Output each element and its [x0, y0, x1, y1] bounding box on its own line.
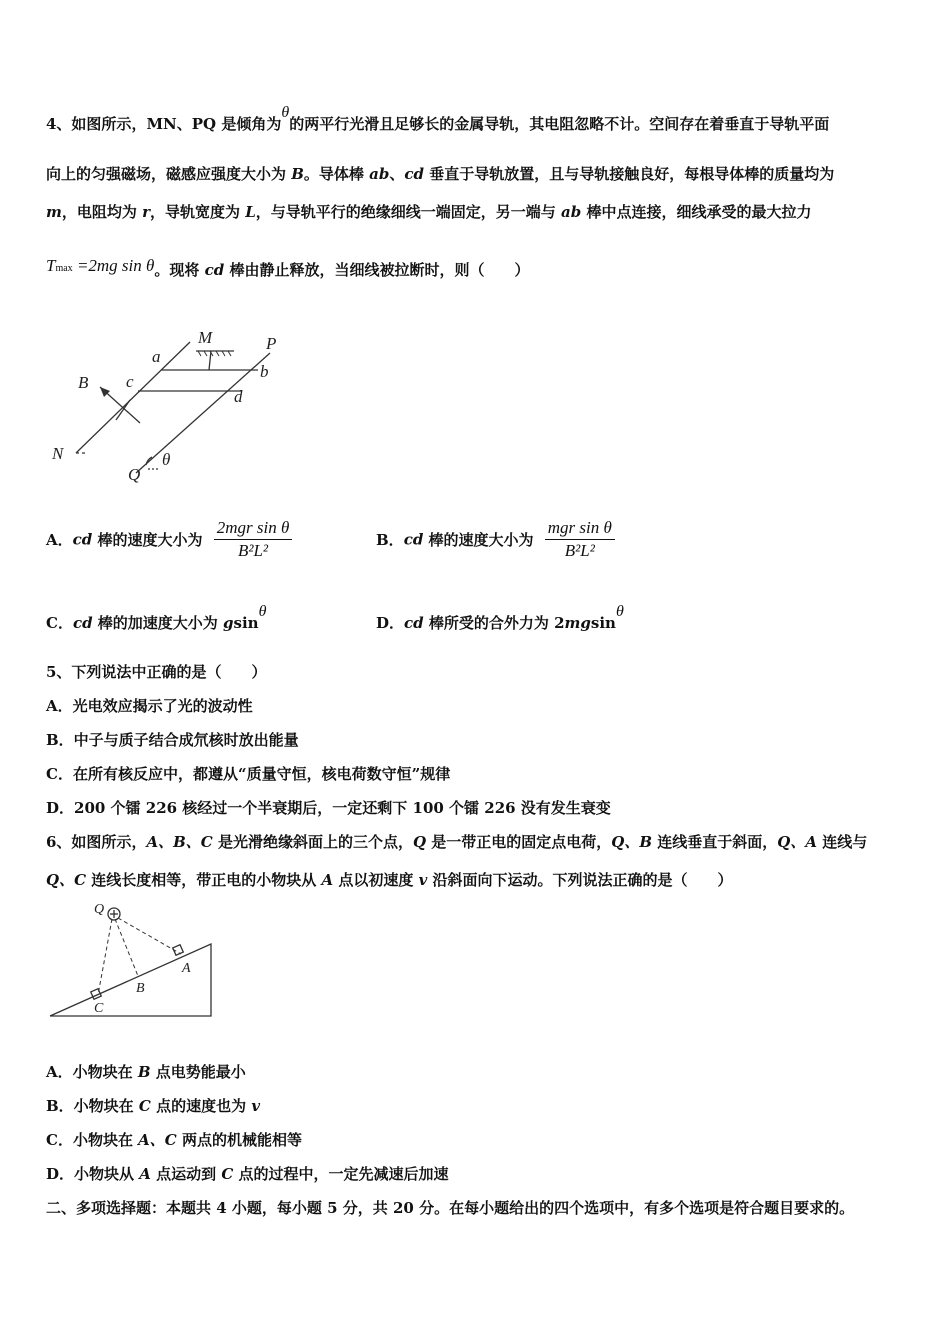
var-ab: ab: [561, 203, 582, 221]
option-text: 两点的机械能相等: [176, 1131, 302, 1149]
right-angle-a: [173, 945, 184, 956]
label-c: c: [126, 372, 134, 391]
q6-text: 连线与: [816, 833, 868, 851]
q4-option-a: [46, 518, 292, 561]
fraction-num: 2mgr sin θ: [214, 518, 293, 540]
q4-text: 。现将: [154, 261, 205, 279]
theta-symbol: θ: [615, 603, 624, 620]
option-text: 点电势能最小: [150, 1063, 246, 1081]
q4-option-b: [376, 518, 615, 561]
option-text: 棒的加速度大小为: [92, 614, 224, 632]
option-text: 棒的速度大小为: [92, 531, 203, 549]
label-a: a: [152, 347, 161, 366]
option-text: 点运动到: [150, 1165, 222, 1183]
var-cd: cd: [204, 261, 225, 279]
var-q: Q: [412, 833, 427, 851]
theta-symbol: θ: [258, 603, 267, 620]
rail-pq: [136, 353, 270, 473]
q6-text: 是一带正电的固定点电荷，: [426, 833, 612, 851]
q5-stem: 5、下列说法中正确的是（ ）: [46, 663, 267, 681]
label-A: A: [182, 961, 191, 976]
var-a: A: [321, 871, 334, 889]
q6-text: 连线长度相等，带正电的小物块从: [86, 871, 322, 889]
fraction-a: [214, 518, 293, 561]
var-r: r: [142, 203, 151, 221]
var-qc: Q、C: [46, 871, 87, 889]
var-L: L: [245, 203, 256, 221]
q6-option-d: [46, 1164, 449, 1184]
q4-text: 垂直于导轨放置，且与导轨接触良好，每根导体棒的质量均为: [424, 165, 835, 183]
q4-line-1: [46, 104, 830, 135]
q6-option-a: [46, 1062, 246, 1082]
option-text: D．小物块从: [46, 1165, 140, 1183]
var-qa: Q、A: [777, 833, 817, 851]
label-b: b: [260, 362, 269, 381]
option-letter: B．: [376, 531, 404, 549]
var-c: C: [138, 1097, 151, 1115]
tmax-formula: [46, 256, 154, 275]
q4-text: ，与导轨平行的绝缘细线一端固定，另一端与: [255, 203, 562, 221]
tmax-eq: =2mg sin θ: [72, 256, 155, 275]
label-theta: θ: [162, 450, 171, 469]
label-C: C: [94, 1001, 104, 1016]
q4-line-4: [46, 256, 529, 279]
q6-incline-diagram: [46, 898, 221, 1023]
fraction-den: B²L²: [238, 541, 269, 560]
option-letter: D．: [376, 614, 405, 632]
q6-option-b: [46, 1096, 260, 1116]
support-hatch: [198, 351, 231, 356]
theta-symbol: θ: [281, 104, 290, 121]
q4-rail-diagram: [48, 325, 298, 495]
var-b: B: [137, 1063, 151, 1081]
var-abc: A、B、C: [146, 833, 213, 851]
sin-text: sin: [233, 614, 259, 632]
q5-option-d: D．200 个镭 226 核经过一个半衰期后，一定还剩下 100 个镭 226 没有发生衰变: [46, 799, 611, 817]
q4-option-d: [376, 603, 624, 633]
var-cd: cd: [404, 165, 425, 183]
label-M: M: [198, 328, 213, 347]
q5-option-b: B．中子与质子结合成氘核时放出能量: [46, 731, 299, 749]
q6-text: 连线垂直于斜面，: [652, 833, 778, 851]
option-text: A．小物块在: [46, 1063, 138, 1081]
q4-option-c: [46, 603, 267, 633]
tmax-sub: max: [55, 263, 73, 274]
label-B: B: [78, 373, 89, 392]
option-text: 点的速度也为: [150, 1097, 252, 1115]
label-N: N: [52, 444, 64, 463]
option-text: 棒的速度大小为: [423, 531, 534, 549]
q4-line-3: [46, 202, 811, 222]
q4-text: 、: [389, 165, 405, 183]
q4-text: 棒由静止释放，当细线被拉断时，则（ ）: [224, 261, 530, 279]
q4-line-2: [46, 164, 834, 184]
q4-text: 向上的匀强磁场，磁感应强度大小为: [46, 165, 292, 183]
var-ab: ab: [369, 165, 390, 183]
q4-text: ，电阻均为: [61, 203, 143, 221]
q4-text: 。导体棒: [303, 165, 370, 183]
q4-text: 棒中点连接，细线承受的最大拉力: [581, 203, 812, 221]
q5-option-c: C．在所有核反应中，都遵从“质量守恒，核电荷数守恒”规律: [46, 765, 451, 783]
var-c: C: [221, 1165, 234, 1183]
var-v: v: [251, 1097, 261, 1115]
label-d: d: [234, 387, 243, 406]
var-B: B: [291, 165, 304, 183]
var-g: g: [223, 614, 234, 632]
var-mg: mg: [564, 614, 591, 632]
var-cd: cd: [404, 614, 424, 632]
q4-text: 4、如图所示，MN、PQ 是倾角为: [46, 115, 282, 133]
option-text: 点的过程中，一定先减速后加速: [233, 1165, 449, 1183]
label-P: P: [266, 334, 277, 353]
var-m: m: [46, 203, 62, 221]
q6-line-2: [46, 870, 733, 890]
label-Q: Q: [94, 902, 105, 917]
option-letter: C．: [46, 614, 73, 632]
thread: [209, 351, 211, 370]
tmax-T: T: [46, 256, 56, 275]
var-ac: A、C: [138, 1131, 177, 1149]
option-text: 棒所受的合外力为 2: [423, 614, 565, 632]
var-cd: cd: [403, 530, 424, 549]
q6-option-c: [46, 1130, 302, 1150]
var-cd: cd: [72, 530, 93, 549]
incline: [50, 944, 211, 1016]
option-letter: A．: [46, 531, 73, 549]
var-qb: Q、B: [611, 833, 653, 851]
option-text: C．小物块在: [46, 1131, 139, 1149]
rail-mn: [76, 342, 190, 453]
q6-text: 6、如图所示，: [46, 833, 147, 851]
fraction-den: B²L²: [564, 541, 595, 560]
var-v: v: [418, 871, 428, 889]
q4-text: 的两平行光滑且足够长的金属导轨，其电阻忽略不计。空间存在着垂直于导轨平面: [289, 115, 830, 133]
q5-option-a: A．光电效应揭示了光的波动性: [46, 697, 253, 715]
var-cd: cd: [72, 614, 93, 632]
label-Q: Q: [128, 465, 141, 484]
fraction-num: mgr sin θ: [545, 518, 615, 540]
q6-line-1: [46, 832, 867, 852]
option-text: B．小物块在: [46, 1097, 139, 1115]
label-B: B: [136, 981, 145, 996]
q6-text: 是光滑绝缘斜面上的三个点，: [212, 833, 413, 851]
sin-text: sin: [590, 614, 616, 632]
q6-text: 沿斜面向下运动。下列说法正确的是（ ）: [427, 871, 733, 889]
section-heading: 二、多项选择题：本题共 4 小题，每小题 5 分，共 20 分。在每小题给出的四个选项中，有多个选项是符合题目要求的。: [46, 1199, 855, 1217]
fraction-b: [545, 518, 615, 561]
q6-text: 点以初速度: [333, 871, 419, 889]
q4-text: ，导轨宽度为: [150, 203, 246, 221]
var-a: A: [139, 1165, 151, 1183]
